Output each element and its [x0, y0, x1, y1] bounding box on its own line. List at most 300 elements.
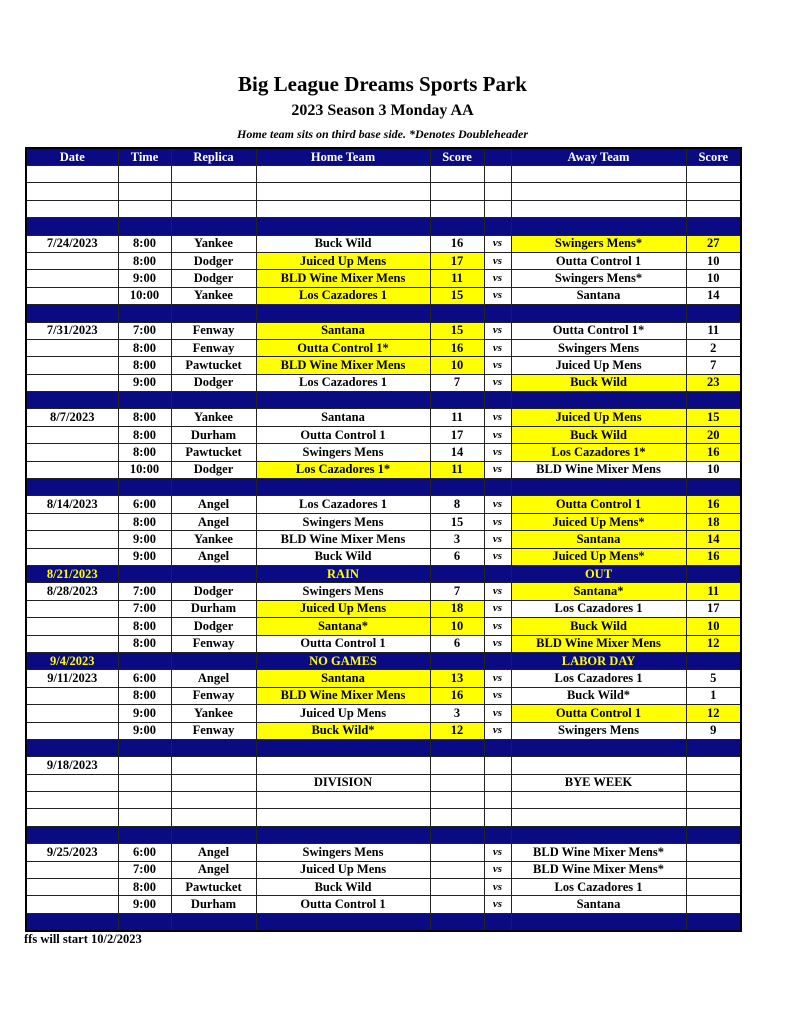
- empty-cell: [511, 739, 686, 756]
- empty-cell: [484, 792, 511, 809]
- home-team-cell: [256, 757, 430, 774]
- time-cell: 9:00: [118, 531, 171, 548]
- empty-cell: [256, 305, 430, 322]
- empty-cell: [171, 739, 256, 756]
- replica-cell: Dodger: [171, 583, 256, 600]
- empty-cell: [686, 913, 741, 931]
- empty-cell: [511, 305, 686, 322]
- replica-cell: Angel: [171, 513, 256, 530]
- date-cell: [26, 270, 118, 287]
- empty-cell: [256, 392, 430, 409]
- empty-cell: [686, 739, 741, 756]
- empty-cell: [430, 565, 484, 582]
- home-team-cell: BLD Wine Mixer Mens: [256, 270, 430, 287]
- time-cell: 8:00: [118, 235, 171, 252]
- away-score-cell: 14: [686, 531, 741, 548]
- away-score-cell: 2: [686, 339, 741, 356]
- time-cell: 8:00: [118, 635, 171, 652]
- empty-cell: [484, 913, 511, 931]
- home-team-cell: BLD Wine Mixer Mens: [256, 531, 430, 548]
- home-team-cell: Buck Wild*: [256, 722, 430, 739]
- vs-cell: vs: [484, 879, 511, 896]
- game-row: [26, 844, 741, 861]
- date-cell: [26, 600, 118, 617]
- vs-cell: vs: [484, 618, 511, 635]
- empty-cell: [484, 565, 511, 582]
- empty-cell: [430, 792, 484, 809]
- away-team-cell: Buck Wild*: [511, 687, 686, 704]
- empty-cell: [256, 200, 430, 217]
- game-row: [26, 496, 741, 513]
- game-row: [26, 235, 741, 252]
- replica-cell: Yankee: [171, 531, 256, 548]
- home-score-cell: 15: [430, 322, 484, 339]
- date-cell: [26, 444, 118, 461]
- empty-cell: [118, 913, 171, 931]
- col-away-team: Away Team: [511, 148, 686, 166]
- date-cell: [26, 531, 118, 548]
- home-team-cell: BLD Wine Mixer Mens: [256, 357, 430, 374]
- vs-cell: vs: [484, 374, 511, 391]
- empty-cell: [26, 200, 118, 217]
- home-score-cell: 11: [430, 270, 484, 287]
- date-cell: [26, 339, 118, 356]
- time-cell: 8:00: [118, 409, 171, 426]
- empty-cell: [256, 479, 430, 496]
- empty-cell: [430, 809, 484, 826]
- home-score-cell: [430, 896, 484, 913]
- replica-cell: Angel: [171, 548, 256, 565]
- separator-row: [26, 913, 741, 931]
- date-cell: 7/24/2023: [26, 235, 118, 252]
- game-row: [26, 896, 741, 913]
- vs-cell: vs: [484, 287, 511, 304]
- vs-cell: vs: [484, 426, 511, 443]
- empty-cell: [686, 792, 741, 809]
- away-score-cell: 16: [686, 548, 741, 565]
- away-score-cell: 7: [686, 357, 741, 374]
- time-cell: 7:00: [118, 583, 171, 600]
- separator-row: [26, 392, 741, 409]
- away-score-cell: 12: [686, 635, 741, 652]
- away-team-cell: Outta Control 1: [511, 705, 686, 722]
- game-row: [26, 635, 741, 652]
- vs-cell: vs: [484, 513, 511, 530]
- away-team-cell: Swingers Mens: [511, 339, 686, 356]
- replica-cell: Dodger: [171, 618, 256, 635]
- empty-cell: [430, 652, 484, 669]
- replica-cell: Pawtucket: [171, 444, 256, 461]
- replica-cell: Angel: [171, 861, 256, 878]
- vs-cell: vs: [484, 444, 511, 461]
- empty-cell: [171, 565, 256, 582]
- empty-cell: [686, 305, 741, 322]
- game-row: [26, 339, 741, 356]
- game-row: [26, 322, 741, 339]
- empty-cell: [686, 565, 741, 582]
- vs-cell: vs: [484, 252, 511, 269]
- empty-cell: [118, 792, 171, 809]
- empty-cell: [511, 392, 686, 409]
- time-cell: [118, 774, 171, 791]
- empty-cell: [484, 826, 511, 843]
- blank-row: [26, 792, 741, 809]
- separator-row: [26, 739, 741, 756]
- vs-cell: vs: [484, 635, 511, 652]
- away-score-cell: 14: [686, 287, 741, 304]
- away-score-cell: 27: [686, 235, 741, 252]
- home-score-cell: 7: [430, 374, 484, 391]
- empty-cell: [484, 218, 511, 235]
- away-score-cell: 18: [686, 513, 741, 530]
- away-score-cell: 10: [686, 252, 741, 269]
- game-row: [26, 444, 741, 461]
- date-cell: [26, 374, 118, 391]
- replica-cell: Angel: [171, 844, 256, 861]
- empty-cell: [686, 809, 741, 826]
- replica-cell: Fenway: [171, 722, 256, 739]
- empty-cell: [686, 166, 741, 183]
- time-cell: 9:00: [118, 705, 171, 722]
- empty-cell: [26, 166, 118, 183]
- replica-cell: Pawtucket: [171, 357, 256, 374]
- away-team-cell: Santana: [511, 531, 686, 548]
- header-row: [26, 148, 741, 166]
- away-team-cell: Juiced Up Mens: [511, 357, 686, 374]
- notice-away: LABOR DAY: [511, 652, 686, 669]
- home-score-cell: [430, 879, 484, 896]
- away-score-cell: 23: [686, 374, 741, 391]
- home-team-cell: Swingers Mens: [256, 513, 430, 530]
- replica-cell: Fenway: [171, 339, 256, 356]
- empty-cell: [171, 183, 256, 200]
- empty-cell: [430, 739, 484, 756]
- away-team-cell: Buck Wild: [511, 374, 686, 391]
- schedule-note: Home team sits on third base side. *Denotes Doubleheader: [237, 127, 528, 141]
- date-cell: [26, 705, 118, 722]
- home-team-cell: Santana: [256, 409, 430, 426]
- notice-row: [26, 565, 741, 582]
- empty-cell: [171, 479, 256, 496]
- home-score-cell: 15: [430, 513, 484, 530]
- home-score-cell: 17: [430, 426, 484, 443]
- home-team-cell: Buck Wild: [256, 235, 430, 252]
- away-score-cell: [686, 861, 741, 878]
- empty-cell: [430, 826, 484, 843]
- time-cell: 10:00: [118, 461, 171, 478]
- empty-cell: [430, 913, 484, 931]
- game-row: [26, 583, 741, 600]
- vs-cell: vs: [484, 583, 511, 600]
- away-score-cell: 12: [686, 705, 741, 722]
- time-cell: 9:00: [118, 896, 171, 913]
- home-team-cell: Los Cazadores 1*: [256, 461, 430, 478]
- vs-cell: [484, 774, 511, 791]
- game-row: [26, 461, 741, 478]
- col-vs: [484, 148, 511, 166]
- empty-cell: [171, 305, 256, 322]
- col-away-score: Score: [686, 148, 741, 166]
- away-team-cell: Los Cazadores 1: [511, 879, 686, 896]
- vs-cell: vs: [484, 270, 511, 287]
- away-score-cell: 9: [686, 722, 741, 739]
- schedule-table: [25, 147, 742, 932]
- replica-cell: Angel: [171, 670, 256, 687]
- empty-cell: [511, 792, 686, 809]
- empty-cell: [171, 392, 256, 409]
- home-team-cell: Juiced Up Mens: [256, 705, 430, 722]
- empty-cell: [511, 809, 686, 826]
- empty-cell: [686, 392, 741, 409]
- page-subtitle: 2023 Season 3 Monday AA: [291, 102, 474, 119]
- home-team-cell: Santana: [256, 322, 430, 339]
- replica-cell: Durham: [171, 426, 256, 443]
- replica-cell: Yankee: [171, 235, 256, 252]
- game-row: [26, 270, 741, 287]
- game-row: [26, 426, 741, 443]
- vs-cell: vs: [484, 531, 511, 548]
- date-cell: 9/18/2023: [26, 757, 118, 774]
- blank-row: [26, 166, 741, 183]
- replica-cell: Dodger: [171, 270, 256, 287]
- empty-cell: [686, 183, 741, 200]
- away-score-cell: 10: [686, 461, 741, 478]
- replica-cell: Durham: [171, 896, 256, 913]
- date-cell: [26, 548, 118, 565]
- empty-cell: [430, 392, 484, 409]
- empty-cell: [484, 652, 511, 669]
- empty-cell: [686, 200, 741, 217]
- time-cell: 9:00: [118, 270, 171, 287]
- empty-cell: [171, 652, 256, 669]
- game-row: [26, 548, 741, 565]
- empty-cell: [118, 305, 171, 322]
- away-team-cell: Los Cazadores 1: [511, 600, 686, 617]
- empty-cell: [256, 809, 430, 826]
- page-title: Big League Dreams Sports Park: [238, 72, 527, 96]
- vs-cell: vs: [484, 687, 511, 704]
- home-score-cell: 8: [430, 496, 484, 513]
- away-team-cell: BYE WEEK: [511, 774, 686, 791]
- empty-cell: [484, 479, 511, 496]
- game-row: [26, 600, 741, 617]
- away-team-cell: Buck Wild: [511, 618, 686, 635]
- time-cell: 8:00: [118, 879, 171, 896]
- home-score-cell: 15: [430, 287, 484, 304]
- col-replica: Replica: [171, 148, 256, 166]
- replica-cell: Angel: [171, 496, 256, 513]
- game-row: [26, 670, 741, 687]
- home-score-cell: 6: [430, 548, 484, 565]
- away-team-cell: BLD Wine Mixer Mens: [511, 635, 686, 652]
- vs-cell: vs: [484, 496, 511, 513]
- replica-cell: Dodger: [171, 252, 256, 269]
- empty-cell: [511, 913, 686, 931]
- vs-cell: vs: [484, 705, 511, 722]
- empty-cell: [256, 913, 430, 931]
- game-row: [26, 705, 741, 722]
- empty-cell: [118, 479, 171, 496]
- away-score-cell: 16: [686, 496, 741, 513]
- empty-cell: [118, 166, 171, 183]
- home-team-cell: Outta Control 1: [256, 896, 430, 913]
- home-team-cell: Los Cazadores 1: [256, 496, 430, 513]
- home-team-cell: Juiced Up Mens: [256, 861, 430, 878]
- time-cell: 7:00: [118, 600, 171, 617]
- empty-cell: [171, 913, 256, 931]
- home-team-cell: Santana: [256, 670, 430, 687]
- home-team-cell: DIVISION: [256, 774, 430, 791]
- empty-cell: [118, 739, 171, 756]
- replica-cell: Fenway: [171, 635, 256, 652]
- home-score-cell: 10: [430, 618, 484, 635]
- date-cell: [26, 357, 118, 374]
- col-home-score: Score: [430, 148, 484, 166]
- footer-note: ffs will start 10/2/2023: [24, 932, 142, 946]
- empty-cell: [26, 809, 118, 826]
- col-date: Date: [26, 148, 118, 166]
- home-score-cell: [430, 844, 484, 861]
- vs-cell: vs: [484, 322, 511, 339]
- away-team-cell: Santana: [511, 896, 686, 913]
- date-cell: 8/7/2023: [26, 409, 118, 426]
- home-team-cell: Outta Control 1*: [256, 339, 430, 356]
- home-team-cell: Los Cazadores 1: [256, 287, 430, 304]
- time-cell: 6:00: [118, 496, 171, 513]
- home-score-cell: [430, 757, 484, 774]
- away-score-cell: 10: [686, 270, 741, 287]
- empty-cell: [484, 305, 511, 322]
- time-cell: 8:00: [118, 252, 171, 269]
- away-score-cell: 11: [686, 322, 741, 339]
- empty-cell: [511, 200, 686, 217]
- time-cell: 6:00: [118, 670, 171, 687]
- home-team-cell: Outta Control 1: [256, 635, 430, 652]
- empty-cell: [26, 792, 118, 809]
- home-score-cell: 16: [430, 339, 484, 356]
- date-cell: [26, 461, 118, 478]
- empty-cell: [256, 183, 430, 200]
- empty-cell: [118, 392, 171, 409]
- away-team-cell: Swingers Mens*: [511, 270, 686, 287]
- empty-cell: [511, 218, 686, 235]
- empty-cell: [26, 392, 118, 409]
- time-cell: 10:00: [118, 287, 171, 304]
- home-team-cell: Santana*: [256, 618, 430, 635]
- empty-cell: [686, 826, 741, 843]
- home-score-cell: 6: [430, 635, 484, 652]
- date-cell: [26, 252, 118, 269]
- away-team-cell: Swingers Mens: [511, 722, 686, 739]
- time-cell: 9:00: [118, 548, 171, 565]
- date-cell: [26, 861, 118, 878]
- home-team-cell: Juiced Up Mens: [256, 600, 430, 617]
- away-score-cell: 16: [686, 444, 741, 461]
- home-score-cell: [430, 774, 484, 791]
- time-cell: 8:00: [118, 513, 171, 530]
- col-home-team: Home Team: [256, 148, 430, 166]
- away-score-cell: [686, 879, 741, 896]
- home-team-cell: Swingers Mens: [256, 844, 430, 861]
- game-row: [26, 374, 741, 391]
- game-row: [26, 287, 741, 304]
- away-score-cell: [686, 896, 741, 913]
- time-cell: 8:00: [118, 426, 171, 443]
- vs-cell: vs: [484, 409, 511, 426]
- empty-cell: [118, 565, 171, 582]
- replica-cell: Pawtucket: [171, 879, 256, 896]
- empty-cell: [171, 809, 256, 826]
- replica-cell: Durham: [171, 600, 256, 617]
- time-cell: 6:00: [118, 844, 171, 861]
- empty-cell: [118, 183, 171, 200]
- vs-cell: [484, 757, 511, 774]
- vs-cell: vs: [484, 548, 511, 565]
- away-score-cell: 17: [686, 600, 741, 617]
- separator-row: [26, 826, 741, 843]
- game-row: [26, 357, 741, 374]
- away-score-cell: 5: [686, 670, 741, 687]
- empty-cell: [256, 826, 430, 843]
- replica-cell: [171, 774, 256, 791]
- home-team-cell: Buck Wild: [256, 879, 430, 896]
- date-cell: [26, 687, 118, 704]
- away-team-cell: Los Cazadores 1*: [511, 444, 686, 461]
- date-cell: [26, 635, 118, 652]
- home-score-cell: 16: [430, 235, 484, 252]
- empty-cell: [26, 183, 118, 200]
- replica-cell: Yankee: [171, 287, 256, 304]
- game-row: [26, 879, 741, 896]
- notice-away: OUT: [511, 565, 686, 582]
- empty-cell: [511, 183, 686, 200]
- home-score-cell: 11: [430, 409, 484, 426]
- vs-cell: vs: [484, 357, 511, 374]
- separator-row: [26, 218, 741, 235]
- empty-cell: [484, 166, 511, 183]
- away-score-cell: [686, 757, 741, 774]
- empty-cell: [430, 218, 484, 235]
- away-team-cell: BLD Wine Mixer Mens: [511, 461, 686, 478]
- date-cell: [26, 722, 118, 739]
- away-team-cell: Santana*: [511, 583, 686, 600]
- away-score-cell: 11: [686, 583, 741, 600]
- date-cell: 9/11/2023: [26, 670, 118, 687]
- away-team-cell: Outta Control 1: [511, 252, 686, 269]
- empty-cell: [430, 200, 484, 217]
- empty-cell: [686, 652, 741, 669]
- date-cell: [26, 618, 118, 635]
- date-cell: 9/25/2023: [26, 844, 118, 861]
- away-team-cell: [511, 757, 686, 774]
- empty-cell: [484, 809, 511, 826]
- date-cell: [26, 896, 118, 913]
- game-row: [26, 687, 741, 704]
- away-team-cell: Outta Control 1: [511, 496, 686, 513]
- vs-cell: vs: [484, 896, 511, 913]
- empty-cell: [26, 913, 118, 931]
- empty-cell: [511, 826, 686, 843]
- away-score-cell: 15: [686, 409, 741, 426]
- home-score-cell: 3: [430, 705, 484, 722]
- empty-cell: [171, 218, 256, 235]
- time-cell: 9:00: [118, 374, 171, 391]
- separator-row: [26, 479, 741, 496]
- time-cell: 7:00: [118, 861, 171, 878]
- date-cell: [26, 287, 118, 304]
- blank-row: [26, 183, 741, 200]
- separator-row: [26, 305, 741, 322]
